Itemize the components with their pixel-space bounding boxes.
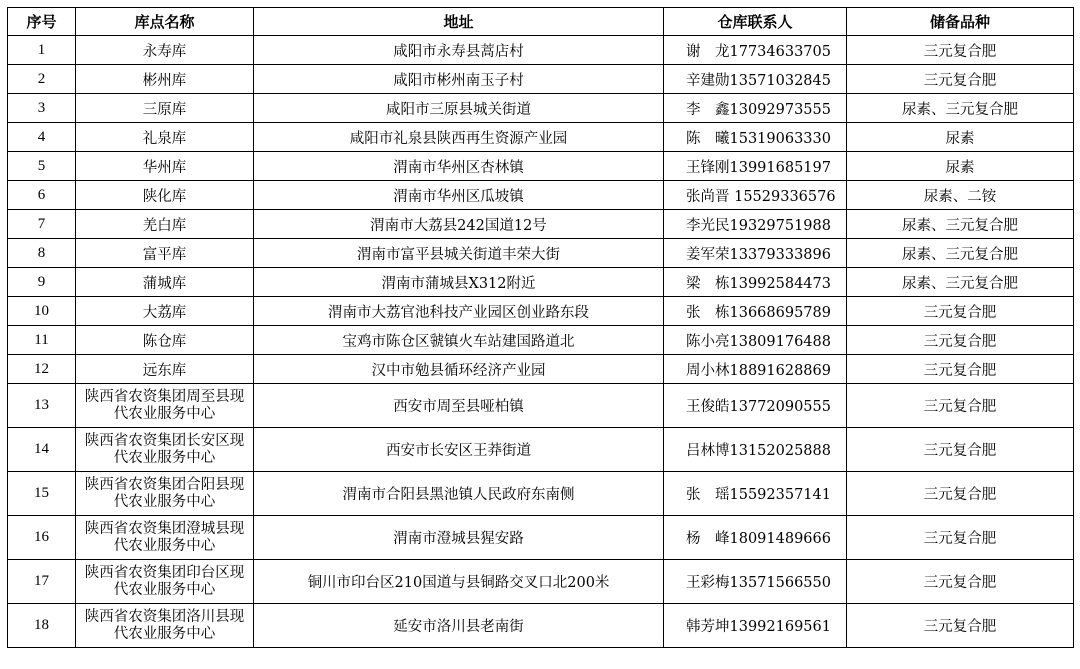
address-cell: 咸阳市三原县城关街道 — [254, 94, 664, 123]
warehouse-table — [7, 7, 1074, 648]
table-row — [8, 355, 1074, 384]
contact-cell: 梁 栋13992584473 — [664, 268, 847, 297]
table-row — [8, 472, 1074, 516]
table-row — [8, 181, 1074, 210]
contact-cell: 陈小亮13809176488 — [664, 326, 847, 355]
name-cell: 陕西省农资集团洛川县现代农业服务中心 — [76, 604, 254, 648]
header-kind: 储备品种 — [847, 8, 1074, 36]
kind-cell: 三元复合肥 — [847, 355, 1074, 384]
table-row — [8, 239, 1074, 268]
table-row — [8, 516, 1074, 560]
name-cell: 礼泉库 — [76, 123, 254, 152]
name-cell: 陕西省农资集团印台区现代农业服务中心 — [76, 560, 254, 604]
name-cell: 羌白库 — [76, 210, 254, 239]
table-row — [8, 36, 1074, 65]
contact-cell: 杨 峰18091489666 — [664, 516, 847, 560]
table-row — [8, 268, 1074, 297]
header-name: 库点名称 — [76, 8, 254, 36]
kind-cell: 三元复合肥 — [847, 604, 1074, 648]
address-cell: 咸阳市礼泉县陕西再生资源产业园 — [254, 123, 664, 152]
name-cell: 大荔库 — [76, 297, 254, 326]
seq-cell: 3 — [8, 94, 76, 123]
name-cell: 远东库 — [76, 355, 254, 384]
kind-cell: 尿素、三元复合肥 — [847, 239, 1074, 268]
kind-cell: 三元复合肥 — [847, 326, 1074, 355]
table-row — [8, 210, 1074, 239]
name-cell: 陕西省农资集团长安区现代农业服务中心 — [76, 428, 254, 472]
contact-cell: 李 鑫13092973555 — [664, 94, 847, 123]
kind-cell: 尿素 — [847, 152, 1074, 181]
kind-cell: 尿素、二铵 — [847, 181, 1074, 210]
address-cell: 渭南市澄城县猩安路 — [254, 516, 664, 560]
contact-cell: 陈 曦15319063330 — [664, 123, 847, 152]
kind-cell: 尿素、三元复合肥 — [847, 94, 1074, 123]
seq-cell: 13 — [8, 384, 76, 428]
address-cell: 西安市周至县哑柏镇 — [254, 384, 664, 428]
address-cell: 渭南市大荔县242国道12号 — [254, 210, 664, 239]
seq-cell: 14 — [8, 428, 76, 472]
table-row — [8, 604, 1074, 648]
contact-cell: 韩芳坤13992169561 — [664, 604, 847, 648]
name-cell: 陕西省农资集团合阳县现代农业服务中心 — [76, 472, 254, 516]
address-cell: 渭南市合阳县黑池镇人民政府东南侧 — [254, 472, 664, 516]
address-cell: 渭南市蒲城县X312附近 — [254, 268, 664, 297]
table-body — [8, 36, 1074, 648]
name-cell: 陈仓库 — [76, 326, 254, 355]
kind-cell: 尿素 — [847, 123, 1074, 152]
seq-cell: 6 — [8, 181, 76, 210]
name-cell: 三原库 — [76, 94, 254, 123]
name-cell: 永寿库 — [76, 36, 254, 65]
contact-cell: 谢 龙17734633705 — [664, 36, 847, 65]
name-cell: 蒲城库 — [76, 268, 254, 297]
contact-cell: 李光民19329751988 — [664, 210, 847, 239]
name-cell: 富平库 — [76, 239, 254, 268]
address-cell: 咸阳市永寿县蒿店村 — [254, 36, 664, 65]
contact-cell: 姜军荣13379333896 — [664, 239, 847, 268]
kind-cell: 三元复合肥 — [847, 472, 1074, 516]
contact-cell: 王俊皓13772090555 — [664, 384, 847, 428]
contact-cell: 周小林18891628869 — [664, 355, 847, 384]
table-row — [8, 428, 1074, 472]
address-cell: 西安市长安区王莽街道 — [254, 428, 664, 472]
seq-cell: 15 — [8, 472, 76, 516]
seq-cell: 5 — [8, 152, 76, 181]
seq-cell: 7 — [8, 210, 76, 239]
seq-cell: 12 — [8, 355, 76, 384]
contact-cell: 张尚晋 15529336576 — [664, 181, 847, 210]
address-cell: 延安市洛川县老南街 — [254, 604, 664, 648]
address-cell: 渭南市大荔官池科技产业园区创业路东段 — [254, 297, 664, 326]
header-row — [8, 8, 1074, 36]
contact-cell: 辛建勋13571032845 — [664, 65, 847, 94]
seq-cell: 4 — [8, 123, 76, 152]
address-cell: 汉中市勉县循环经济产业园 — [254, 355, 664, 384]
table-row — [8, 94, 1074, 123]
kind-cell: 三元复合肥 — [847, 516, 1074, 560]
header-contact: 仓库联系人 — [664, 8, 847, 36]
address-cell: 铜川市印台区210国道与县铜路交叉口北200米 — [254, 560, 664, 604]
kind-cell: 三元复合肥 — [847, 384, 1074, 428]
seq-cell: 9 — [8, 268, 76, 297]
header-seq: 序号 — [8, 8, 76, 36]
seq-cell: 2 — [8, 65, 76, 94]
table-row — [8, 152, 1074, 181]
contact-cell: 王彩梅13571566550 — [664, 560, 847, 604]
contact-cell: 王锋刚13991685197 — [664, 152, 847, 181]
contact-cell: 吕林博13152025888 — [664, 428, 847, 472]
address-cell: 宝鸡市陈仓区虢镇火车站建国路道北 — [254, 326, 664, 355]
seq-cell: 1 — [8, 36, 76, 65]
header-address: 地址 — [254, 8, 664, 36]
seq-cell: 17 — [8, 560, 76, 604]
table-row — [8, 123, 1074, 152]
kind-cell: 三元复合肥 — [847, 297, 1074, 326]
kind-cell: 尿素、三元复合肥 — [847, 210, 1074, 239]
name-cell: 陕化库 — [76, 181, 254, 210]
seq-cell: 10 — [8, 297, 76, 326]
table-row — [8, 326, 1074, 355]
table-row — [8, 65, 1074, 94]
kind-cell: 三元复合肥 — [847, 36, 1074, 65]
seq-cell: 8 — [8, 239, 76, 268]
table-row — [8, 560, 1074, 604]
kind-cell: 三元复合肥 — [847, 428, 1074, 472]
seq-cell: 11 — [8, 326, 76, 355]
seq-cell: 18 — [8, 604, 76, 648]
contact-cell: 张 瑶15592357141 — [664, 472, 847, 516]
name-cell: 陕西省农资集团澄城县现代农业服务中心 — [76, 516, 254, 560]
name-cell: 彬州库 — [76, 65, 254, 94]
table-row — [8, 384, 1074, 428]
contact-cell: 张 栋13668695789 — [664, 297, 847, 326]
kind-cell: 三元复合肥 — [847, 560, 1074, 604]
address-cell: 渭南市华州区瓜坡镇 — [254, 181, 664, 210]
name-cell: 陕西省农资集团周至县现代农业服务中心 — [76, 384, 254, 428]
address-cell: 渭南市富平县城关街道丰荣大街 — [254, 239, 664, 268]
seq-cell: 16 — [8, 516, 76, 560]
table-row — [8, 297, 1074, 326]
kind-cell: 尿素、三元复合肥 — [847, 268, 1074, 297]
address-cell: 渭南市华州区杏林镇 — [254, 152, 664, 181]
name-cell: 华州库 — [76, 152, 254, 181]
kind-cell: 三元复合肥 — [847, 65, 1074, 94]
address-cell: 咸阳市彬州南玉子村 — [254, 65, 664, 94]
